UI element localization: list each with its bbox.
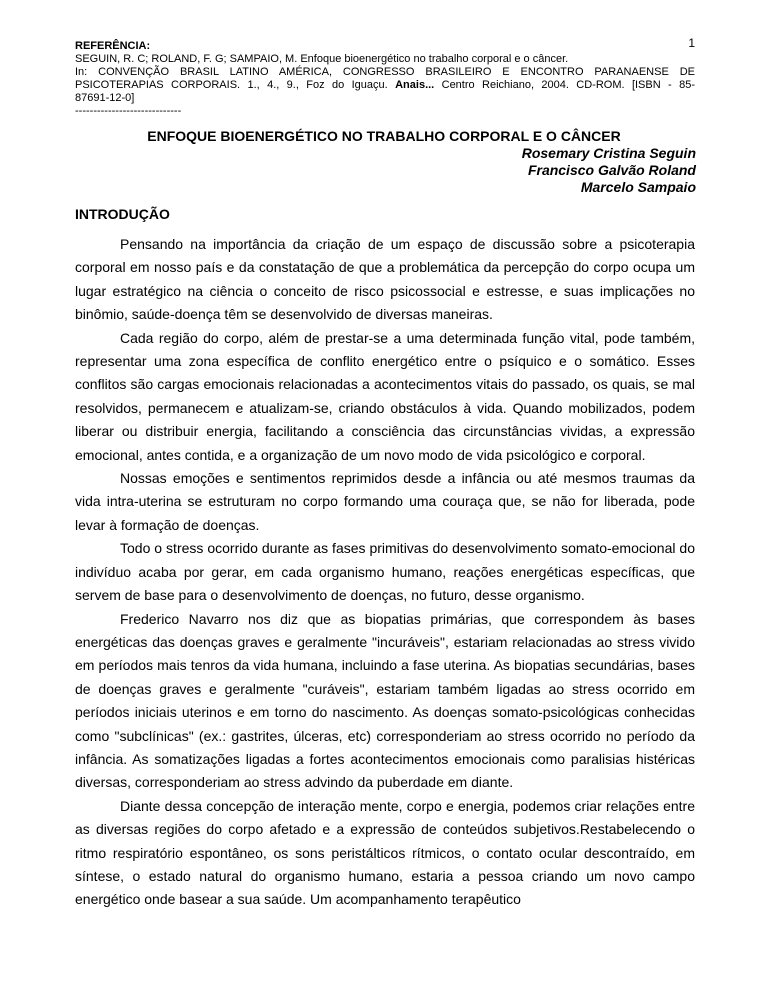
reference-line-2: In: CONVENÇÃO BRASIL LATINO AMÉRICA, CONGRESSO BRASILEIRO E ENCONTRO PARANAENSE DE bbox=[75, 66, 695, 78]
paragraph: Pensando na importância da criação de um espaço de discussão sobre a psicoterapia corporal em nosso país e da constatação de que a problemática da percepção do corpo ocupa um lugar estratégico na ciência o conceito de risco psicossocial e estresse, e suas implicações no binômio, saúde-doença têm se desenvolvido de diversas maneiras. bbox=[75, 236, 695, 323]
reference-line-4: 87691-12-0] bbox=[75, 92, 135, 104]
reference-line-1: SEGUIN, R. C; ROLAND, F. G; SAMPAIO, M. Enfoque bioenergético no trabalho corporal e o câncer. bbox=[75, 53, 569, 65]
section-heading: INTRODUÇÃO bbox=[75, 206, 170, 222]
paper-title: ENFOQUE BIOENERGÉTICO NO TRABALHO CORPORAL E O CÂNCER bbox=[147, 128, 621, 144]
page-number: 1 bbox=[688, 36, 695, 50]
paragraph: Frederico Navarro nos diz que as biopatias primárias, que correspondem às bases energéticas das doenças graves e geralmente "incuráveis", estariam relacionadas ao stress vivido em períodos mais tenros da vida humana, incluindo a fase uterina. As biopatias secundárias, bases de doenças graves e geralmente "curáveis", estariam também ligadas ao stress ocorrido em períodos iniciais uterinos e em torno do nascimento. As doenças somato-psicológicas conhecidas como "subclínicas" (ex.: gastrites, úlceras, etc) corresponderiam ao stress ocorrido no período da infância. As somatizações ligadas a fortes acontecimentos emocionais como paralisias histéricas diversas, corresponderiam ao stress advindo da puberdade em diante. bbox=[75, 610, 695, 791]
author-name: Francisco Galvão Roland bbox=[527, 162, 696, 178]
author-name: Rosemary Cristina Seguin bbox=[521, 145, 696, 161]
author-name: Marcelo Sampaio bbox=[580, 179, 696, 195]
author-list bbox=[522, 145, 696, 196]
reference-line-3-pre: PSICOTERAPIAS CORPORAIS. 1., 4., 9., Foz do Iguaçu. bbox=[75, 79, 388, 91]
paragraph: Diante dessa concepção de interação mente, corpo e energia, podemos criar relações entre as diversas regiões do corpo afetado e a expressão de conteúdos subjetivos.Restabelecendo o ritmo respiratório espontâneo, os sons peristálticos rítmicos, o contato ocular descontraído, em síntese, o estado natural do organismo humano, estaria a pessoa criando um novo campo energético onde basear a sua saúde. Um acompanhamento terapêutico bbox=[75, 797, 695, 908]
reference-line-3 bbox=[75, 79, 695, 92]
reference-rule: ----------------------------- bbox=[75, 105, 182, 117]
reference-block bbox=[75, 40, 695, 118]
reference-line-3-post: Centro Reichiano, 2004. CD-ROM. [ISBN - 85- bbox=[441, 79, 695, 91]
paragraph: Cada região do corpo, além de prestar-se a uma determinada função vital, pode também, representar uma zona específica de conflito energético entre o psíquico e o somático. Esses conflitos são cargas emocionais relacionadas a acontecimentos vitais do passado, os quais, se mal resolvidos, permanecem e atualizam-se, criando obstáculos à vida. Quando mobilizados, podem liberar ou distribuir energia, facilitando a consciência das circunstâncias vividas, a expressão emocional, antes contida, e a organização de um novo modo de vida psicológico e corporal. bbox=[75, 329, 695, 463]
reference-anais: Anais... bbox=[395, 79, 435, 91]
paragraph: Nossas emoções e sentimentos reprimidos desde a infância ou até mesmos traumas da vida intra-uterina se estruturam no corpo formando uma couraça que, se não for liberada, pode levar à formação de doenças. bbox=[75, 470, 695, 533]
reference-label: REFERÊNCIA: bbox=[75, 40, 151, 52]
body-text bbox=[75, 233, 695, 912]
paragraph: Todo o stress ocorrido durante as fases primitivas do desenvolvimento somato-emocional do indivíduo acaba por gerar, em cada organismo humano, reações energéticas específicas, que servem de base para o desenvolvimento de doenças, no futuro, desse organismo. bbox=[75, 540, 695, 604]
